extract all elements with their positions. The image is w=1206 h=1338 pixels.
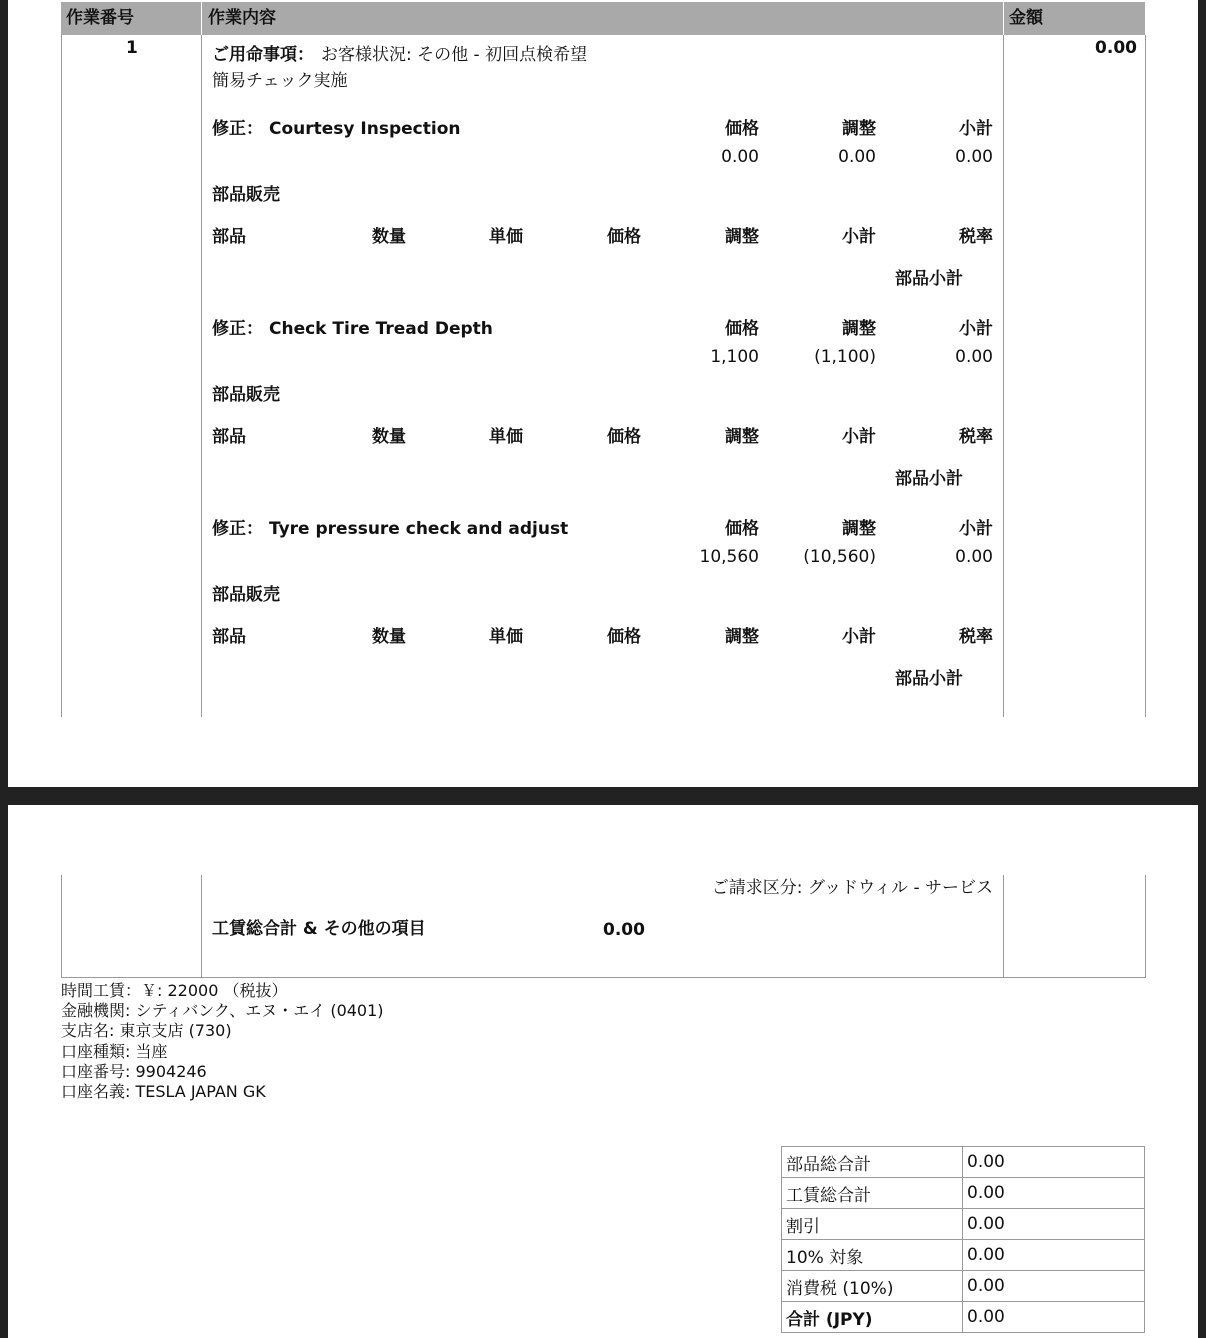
col-price: 価格 (725, 119, 759, 139)
grand-total-label: 合計 (JPY) (782, 1302, 963, 1333)
labor-total-value: 0.00 (603, 920, 645, 940)
parts-sale-heading: 部品販売 (212, 185, 280, 205)
hourly-rate: 時間工賃：￥: 22000 （税抜） (61, 981, 288, 1000)
parts-sale-heading: 部品販売 (212, 585, 280, 605)
account-name: 口座名義: TESLA JAPAN GK (61, 1082, 266, 1101)
invoice-page-2 (8, 805, 1198, 1338)
grand-total-row (782, 1302, 1145, 1333)
account-type: 口座種類: 当座 (61, 1042, 168, 1061)
parts-col-tax: 税率 (959, 627, 993, 647)
table-border-left (61, 875, 62, 978)
header-job-content: 作業内容 (208, 8, 276, 28)
parts-subtotal-label: 部品小計 (895, 669, 963, 689)
col-subtotal: 小計 (959, 119, 993, 139)
labor-total-label: 工賃総合計 & その他の項目 (212, 919, 426, 939)
parts-col-part: 部品 (212, 227, 246, 247)
parts-subtotal-label: 部品小計 (895, 469, 963, 489)
totals-label: 10% 対象 (782, 1240, 963, 1271)
table-divider-2 (1003, 35, 1004, 717)
totals-row (782, 1240, 1145, 1271)
parts-col-tax: 税率 (959, 227, 993, 247)
parts-col-part: 部品 (212, 427, 246, 447)
totals-label: 割引 (782, 1209, 963, 1240)
col-price: 価格 (725, 519, 759, 539)
correction-price: 0.00 (721, 147, 759, 167)
parts-col-unit: 単価 (489, 427, 523, 447)
table-bottom-border (61, 977, 1146, 978)
correction-label: 修正： (212, 519, 263, 539)
parts-col-price: 価格 (607, 427, 641, 447)
totals-value: 0.00 (963, 1209, 1145, 1240)
col-adjust: 調整 (842, 119, 876, 139)
col-price: 価格 (725, 319, 759, 339)
parts-col-unit: 単価 (489, 227, 523, 247)
correction-label: 修正： (212, 319, 263, 339)
totals-row (782, 1271, 1145, 1302)
parts-col-adjust: 調整 (725, 227, 759, 247)
totals-row (782, 1147, 1145, 1178)
parts-col-qty: 数量 (372, 427, 406, 447)
totals-label: 工賃総合計 (782, 1178, 963, 1209)
totals-row (782, 1178, 1145, 1209)
correction-subtotal: 0.00 (955, 347, 993, 367)
request-text: お客様状況: その他 - 初回点検希望 (321, 45, 588, 65)
job-number: 1 (126, 38, 138, 58)
request-label: ご用命事項： (212, 45, 314, 65)
account-number: 口座番号: 9904246 (61, 1062, 207, 1081)
correction-adjust: 0.00 (838, 147, 876, 167)
correction-price: 10,560 (699, 547, 759, 567)
bank-institution: 金融機関: シティバンク、エヌ・エイ (0401) (61, 1001, 384, 1020)
table-divider-1 (201, 35, 202, 717)
parts-col-tax: 税率 (959, 427, 993, 447)
request-line-2: 簡易チェック実施 (212, 71, 348, 91)
totals-value: 0.00 (963, 1240, 1145, 1271)
table-border-right (1145, 35, 1146, 717)
totals-value: 0.00 (963, 1147, 1145, 1178)
correction-subtotal: 0.00 (955, 547, 993, 567)
correction-adjust: (1,100) (814, 347, 876, 367)
col-adjust: 調整 (842, 319, 876, 339)
totals-value: 0.00 (963, 1178, 1145, 1209)
parts-col-subtotal: 小計 (842, 627, 876, 647)
parts-sale-heading: 部品販売 (212, 385, 280, 405)
parts-col-qty: 数量 (372, 227, 406, 247)
table-border-right (1145, 875, 1146, 978)
col-subtotal: 小計 (959, 319, 993, 339)
parts-col-qty: 数量 (372, 627, 406, 647)
parts-col-adjust: 調整 (725, 427, 759, 447)
correction-name: Tyre pressure check and adjust (269, 519, 569, 539)
parts-col-adjust: 調整 (725, 627, 759, 647)
billing-category: ご請求区分: グッドウィル - サービス (711, 878, 993, 898)
grand-total-value: 0.00 (963, 1302, 1145, 1333)
parts-col-part: 部品 (212, 627, 246, 647)
parts-col-subtotal: 小計 (842, 227, 876, 247)
table-divider-1 (201, 875, 202, 978)
correction-name: Courtesy Inspection (269, 119, 461, 139)
header-job-number: 作業番号 (66, 8, 134, 28)
correction-price: 1,100 (710, 347, 759, 367)
parts-col-unit: 単価 (489, 627, 523, 647)
invoice-page-1 (8, 0, 1198, 787)
totals-label: 消費税 (10%) (782, 1271, 963, 1302)
correction-name: Check Tire Tread Depth (269, 319, 493, 339)
parts-subtotal-label: 部品小計 (895, 269, 963, 289)
totals-value: 0.00 (963, 1271, 1145, 1302)
correction-adjust: (10,560) (803, 547, 876, 567)
table-border-left (61, 35, 62, 717)
parts-col-subtotal: 小計 (842, 427, 876, 447)
header-amount: 金額 (1009, 8, 1043, 28)
totals-row (782, 1209, 1145, 1240)
correction-label: 修正： (212, 119, 263, 139)
parts-col-price: 価格 (607, 627, 641, 647)
bank-branch: 支店名: 東京支店 (730) (61, 1021, 232, 1040)
table-divider-2 (1003, 875, 1004, 978)
job-amount: 0.00 (1095, 38, 1137, 58)
totals-table (781, 1146, 1145, 1333)
correction-subtotal: 0.00 (955, 147, 993, 167)
parts-col-price: 価格 (607, 227, 641, 247)
totals-label: 部品総合計 (782, 1147, 963, 1178)
col-subtotal: 小計 (959, 519, 993, 539)
col-adjust: 調整 (842, 519, 876, 539)
